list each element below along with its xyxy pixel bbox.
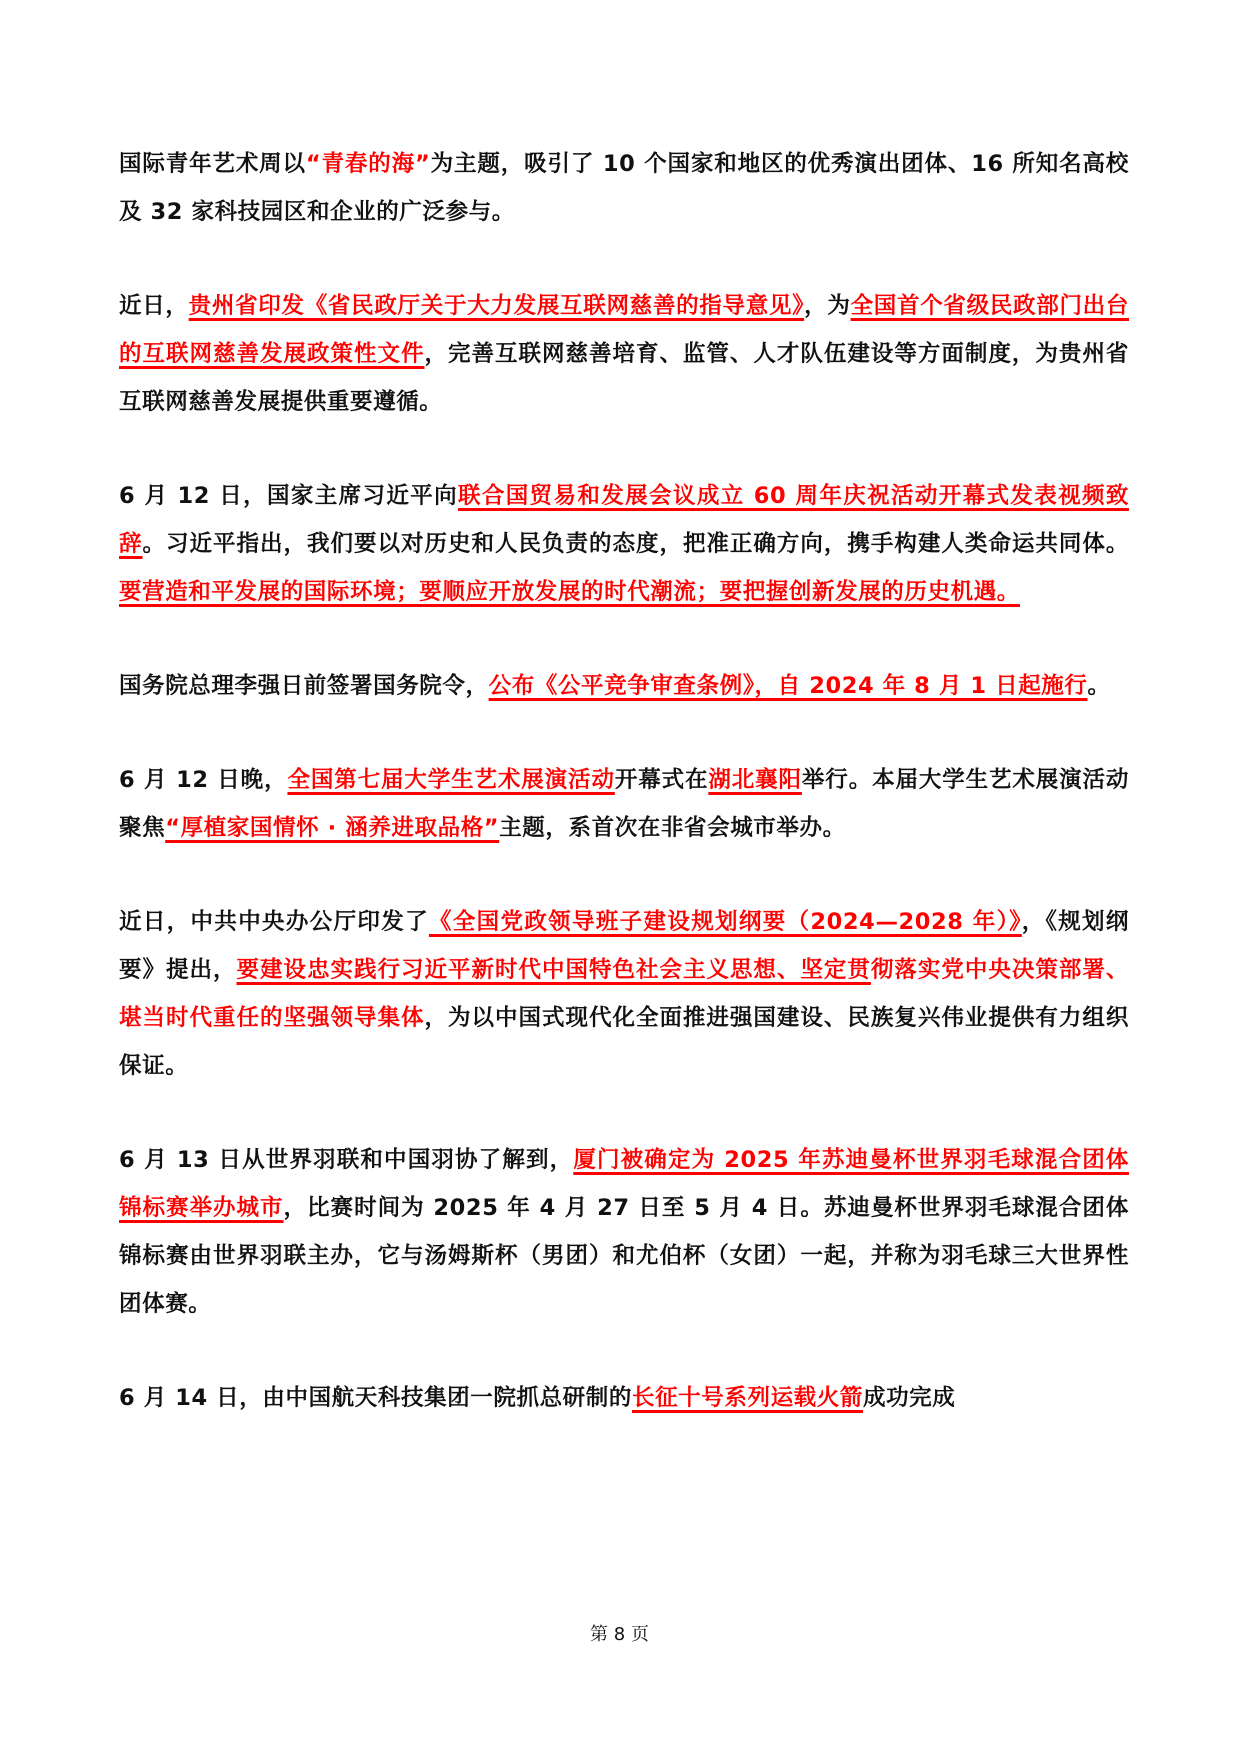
text-segment: ，为以中国式现代化全面推进强国建设、民族复兴伟业提供有力组织保证。 — [119, 1005, 1129, 1079]
text-segment: 主题，系首次在非省会城市举办。 — [499, 815, 846, 841]
text-segment: 国际青年艺术周以 — [119, 151, 306, 177]
paragraph-long-march-10 — [119, 1374, 1129, 1422]
underlined-segment: 全国首个省级民政部门出台的互联网慈善发展政策性文件 — [119, 293, 1129, 367]
underlined-segment: “厚植家国情怀 · 涵养进取品格” — [165, 815, 500, 841]
text-segment: 6 月 13 日从世界羽联和中国羽协了解到， — [119, 1147, 574, 1173]
text-segment: 6 月 12 日晚， — [119, 767, 288, 793]
underlined-segment: 公布《公平竞争审查条例》，自 2024 年 8 月 1 日起施行 — [488, 673, 1088, 699]
text-segment: 为主题，吸引了 10 个国家和地区的优秀演出团体、16 所知名高校及 32 家科技园区和企业的广泛参与。 — [119, 151, 1129, 225]
document-body — [119, 140, 1129, 1468]
underlined-segment: 长征十号系列运载火箭 — [631, 1385, 863, 1411]
paragraph-guizhou-charity — [119, 282, 1129, 426]
paragraph-fair-competition — [119, 662, 1129, 710]
text-segment: 举行。本届大学生艺术展演活动聚焦 — [119, 767, 1130, 841]
paragraph-art-week — [119, 140, 1129, 236]
underlined-segment: 《全国党政领导班子建设规划纲要（2024—2028 年）》 — [428, 909, 1022, 935]
text-segment: 。习近平指出，我们要以对历史和人民负责的态度，把准正确方向，携手构建人类命运共同体。 — [142, 531, 1129, 557]
text-segment: ，完善互联网慈善培育、监管、人才队伍建设等方面制度，为贵州省互联网慈善发展提供重要遵循。 — [119, 341, 1129, 415]
text-segment: 。 — [1087, 673, 1111, 699]
paragraph-sudirman-cup — [119, 1136, 1129, 1328]
text-segment: 开幕式在 — [614, 767, 709, 793]
text-segment: 6 月 14 日，由中国航天科技集团一院抓总研制的 — [119, 1385, 632, 1411]
paragraph-unctad-speech — [119, 472, 1129, 616]
text-segment: 6 月 12 日，国家主席习近平向 — [119, 483, 459, 509]
underlined-segment: 要营造和平发展的国际环境；要顺应开放发展的时代潮流；要把握创新发展的历史机遇。 — [119, 579, 1020, 605]
text-segment: 成功完成 — [862, 1385, 956, 1411]
text-segment: 国务院总理李强日前签署国务院令， — [119, 673, 489, 699]
page-number: 第 8 页 — [590, 1624, 649, 1645]
text-segment: 近日，中共中央办公厅印发了 — [119, 909, 429, 935]
underlined-segment: 贵州省印发《省民政厅关于大力发展互联网慈善的指导意见》 — [188, 293, 805, 319]
text-segment: ，比赛时间为 2025 年 4 月 27 日至 5 月 4 日。苏迪曼杯世界羽毛球混合团体锦标赛由世界羽联主办，它与汤姆斯杯（男团）和尤伯杯（女团）一起，并称为羽毛球三大世界性团体赛。 — [119, 1195, 1129, 1317]
text-segment: ，《规划纲要》提出， — [119, 909, 1129, 983]
text-segment: ，为 — [804, 293, 851, 319]
underlined-segment: 全国第七届大学生艺术展演活动 — [287, 767, 615, 793]
underlined-segment: 厦门被确定为 2025 年苏迪曼杯世界羽毛球混合团体锦标赛举办城市 — [119, 1147, 1129, 1221]
paragraph-student-art — [119, 756, 1129, 852]
underlined-segment: 要建设忠实践行习近平新时代中国特色社会主义思想、坚定贯 — [236, 957, 871, 983]
underlined-segment: 湖北襄阳 — [708, 767, 802, 793]
paragraph-leadership-plan — [119, 898, 1129, 1090]
underlined-segment: 联合国贸易和发展会议成立 60 周年庆祝活动开幕式发表视频致辞 — [119, 483, 1129, 557]
text-segment: 近日， — [119, 293, 189, 319]
highlight-segment: 彻落实党中央决策部署、堪当时代重任的坚强领导集体 — [119, 957, 1129, 1031]
highlight-segment: “青春的海” — [305, 151, 431, 177]
